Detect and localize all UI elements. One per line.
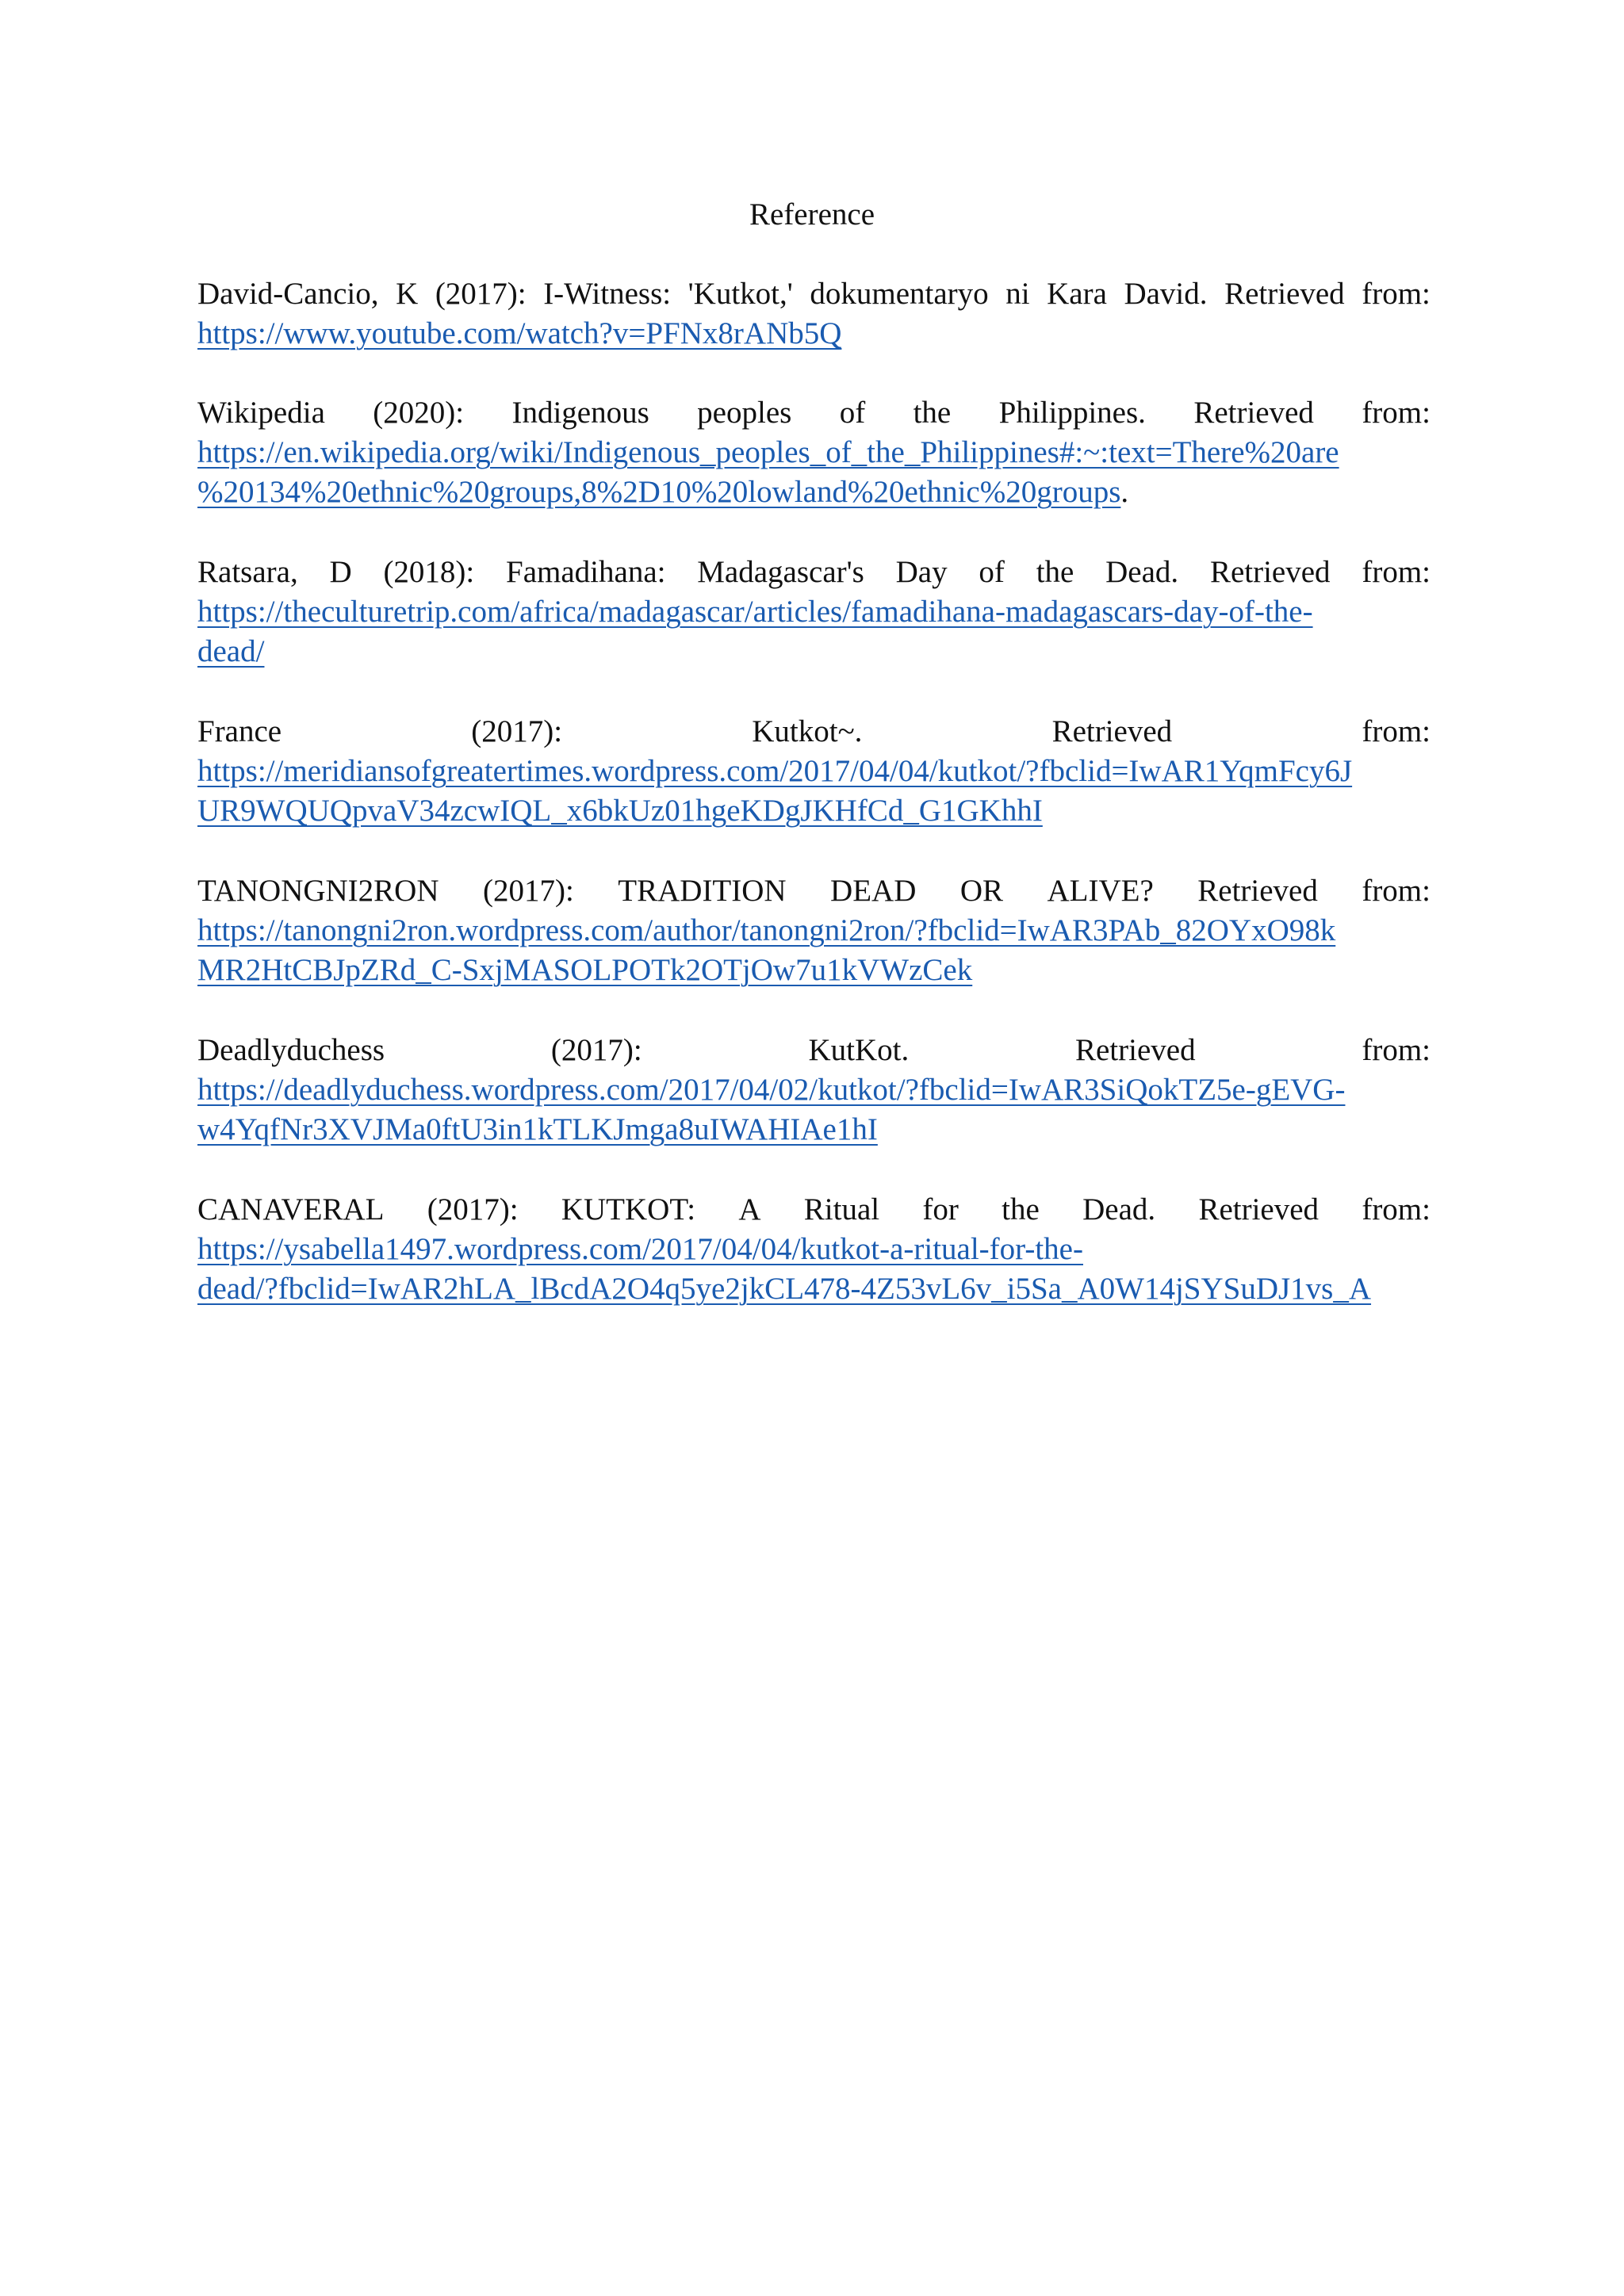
- citation-word: from:: [1362, 1192, 1431, 1226]
- citation-word: (2017):: [550, 1033, 642, 1067]
- citation-word: Indigenous: [511, 396, 649, 430]
- reference-url-link[interactable]: https://www.youtube.com/watch?v=PFNx8rANb5Q: [197, 316, 842, 350]
- reference-entry: [197, 553, 1431, 672]
- reference-url-link[interactable]: UR9WQUQpvaV34zcwIQL_x6bkUz01hgeKDgJKHfCd_G1GKhhI: [197, 794, 1043, 828]
- reference-citation: [197, 274, 1431, 314]
- citation-word: the: [1036, 555, 1074, 589]
- citation-word: CANAVERAL: [197, 1192, 385, 1226]
- reference-url-link[interactable]: https://tanongni2ron.wordpress.com/author/tanongni2ron/?fbclid=IwAR3PAb_82OYxO98k: [197, 913, 1336, 947]
- citation-word: Kara: [1047, 277, 1107, 311]
- citation-word: from:: [1362, 396, 1431, 430]
- reference-citation: [197, 1190, 1431, 1230]
- citation-word: from:: [1362, 1033, 1431, 1067]
- reference-url-link[interactable]: https://meridiansofgreatertimes.wordpress.com/2017/04/04/kutkot/?fbclid=IwAR1YqmFcy6J: [197, 754, 1353, 788]
- reference-entry: [197, 712, 1431, 831]
- citation-word: 'Kutkot,': [688, 277, 793, 311]
- citation-word: OR: [959, 874, 1004, 908]
- reference-url-link[interactable]: dead/?fbclid=IwAR2hLA_lBcdA2O4q5ye2jkCL478-4Z53vL6v_i5Sa_A0W14jSYSuDJ1vs_A: [197, 1272, 1372, 1306]
- reference-citation: [197, 712, 1431, 752]
- reference-url-continuation: [197, 473, 1431, 512]
- citation-word: the: [1002, 1192, 1040, 1226]
- reference-url-link[interactable]: MR2HtCBJpZRd_C-SxjMASOLPOTk2OTjOw7u1kVWzCek: [197, 953, 973, 987]
- citation-word: Ritual: [803, 1192, 880, 1226]
- reference-entry: [197, 871, 1431, 990]
- reference-citation: [197, 1031, 1431, 1070]
- citation-word: peoples: [697, 396, 792, 430]
- citation-word: from:: [1362, 874, 1431, 908]
- citation-word: TRADITION: [618, 874, 787, 908]
- citation-word: David-Cancio,: [197, 277, 379, 311]
- citation-word: K: [396, 277, 419, 311]
- trailing-period: .: [1120, 475, 1129, 509]
- citation-word: dokumentaryo: [810, 277, 989, 311]
- page-title: Reference: [749, 197, 875, 232]
- citation-word: D: [329, 555, 352, 589]
- reference-entry: [197, 393, 1431, 512]
- citation-word: from:: [1362, 555, 1431, 589]
- citation-word: Dead.: [1105, 555, 1179, 589]
- citation-word: of: [979, 555, 1005, 589]
- reference-entry: [197, 1190, 1431, 1309]
- citation-word: David.: [1124, 277, 1208, 311]
- citation-word: Kutkot~.: [752, 714, 863, 748]
- citation-word: (2017):: [483, 874, 574, 908]
- citation-word: Retrieved: [1051, 714, 1173, 748]
- citation-word: Retrieved: [1197, 874, 1318, 908]
- citation-word: Retrieved: [1224, 277, 1345, 311]
- citation-word: Day: [895, 555, 948, 589]
- reference-url-link[interactable]: https://ysabella1497.wordpress.com/2017/04/04/kutkot-a-ritual-for-the-: [197, 1232, 1083, 1266]
- reference-citation: [197, 393, 1431, 433]
- reference-citation: [197, 871, 1431, 911]
- citation-word: Retrieved: [1074, 1033, 1196, 1067]
- reference-url-link[interactable]: https://en.wikipedia.org/wiki/Indigenous_peoples_of_the_Philippines#:~:text=There%20are: [197, 435, 1339, 469]
- citation-word: from:: [1362, 277, 1431, 311]
- citation-word: ni: [1005, 277, 1030, 311]
- citation-word: (2017):: [471, 714, 563, 748]
- reference-url-link[interactable]: %20134%20ethnic%20groups,8%2D10%20lowland%20ethnic%20groups: [197, 475, 1121, 509]
- citation-word: ALIVE?: [1047, 874, 1154, 908]
- citation-word: (2017):: [427, 1192, 519, 1226]
- citation-word: KutKot.: [808, 1033, 910, 1067]
- citation-word: France: [197, 714, 282, 748]
- citation-word: KUTKOT:: [561, 1192, 696, 1226]
- reference-url-link[interactable]: w4YqfNr3XVJMa0ftU3in1kTLKJmga8uIWAHIAe1hI: [197, 1112, 878, 1146]
- citation-word: Ratsara,: [197, 555, 298, 589]
- citation-word: Wikipedia: [197, 396, 325, 430]
- citation-word: Retrieved: [1193, 396, 1314, 430]
- citation-word: I-Witness:: [543, 277, 672, 311]
- citation-word: from:: [1362, 714, 1431, 748]
- citation-word: (2018):: [383, 555, 475, 589]
- citation-word: for: [922, 1192, 959, 1226]
- citation-word: Famadihana:: [506, 555, 666, 589]
- citation-word: Retrieved: [1198, 1192, 1320, 1226]
- reference-entry: [197, 274, 1431, 354]
- citation-word: of: [839, 396, 866, 430]
- citation-word: A: [738, 1192, 761, 1226]
- citation-word: (2017):: [435, 277, 527, 311]
- reference-url-link[interactable]: https://deadlyduchess.wordpress.com/2017/04/02/kutkot/?fbclid=IwAR3SiQokTZ5e-gEVG-: [197, 1073, 1346, 1107]
- reference-url-link[interactable]: https://theculturetrip.com/africa/madagascar/articles/famadihana-madagascars-day-of-the-: [197, 595, 1313, 629]
- reference-citation: [197, 553, 1431, 592]
- reference-url-link[interactable]: dead/: [197, 634, 265, 668]
- citation-word: TANONGNI2RON: [197, 874, 439, 908]
- citation-word: the: [913, 396, 952, 430]
- citation-word: Dead.: [1082, 1192, 1156, 1226]
- citation-word: Madagascar's: [697, 555, 864, 589]
- citation-word: Deadlyduchess: [197, 1033, 385, 1067]
- citation-word: Retrieved: [1209, 555, 1331, 589]
- reference-entry: [197, 1031, 1431, 1150]
- citation-word: DEAD: [830, 874, 917, 908]
- citation-word: (2020):: [373, 396, 465, 430]
- citation-word: Philippines.: [998, 396, 1146, 430]
